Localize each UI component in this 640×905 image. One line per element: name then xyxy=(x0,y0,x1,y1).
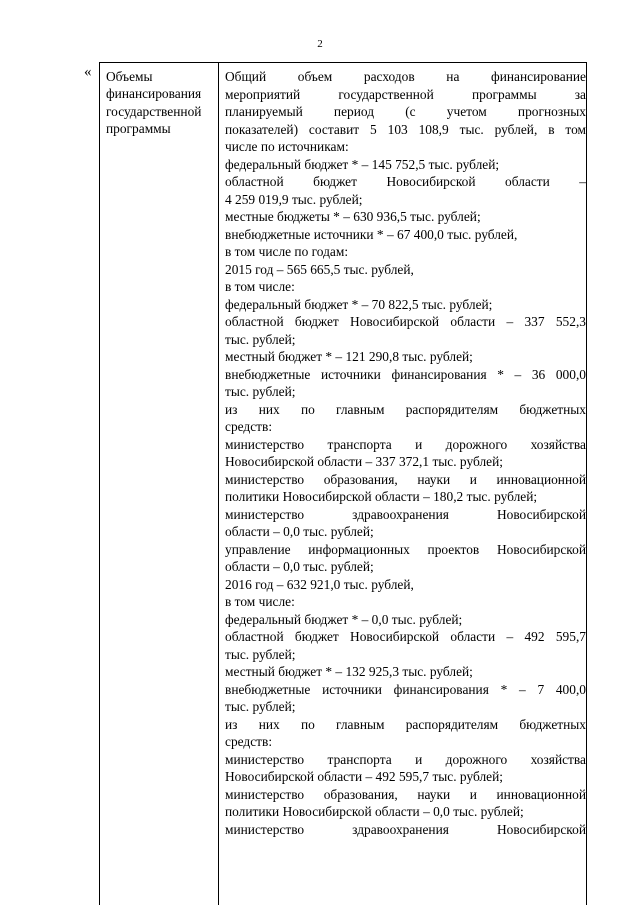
content-line: министерство транспорта и дорожного хозяйства xyxy=(225,751,586,767)
content-line: министерство образования, науки и инновационной xyxy=(225,471,586,487)
content-line: федеральный бюджет * – 145 752,5 тыс. рублей; xyxy=(225,156,500,172)
content-line: министерство транспорта и дорожного хозяйства xyxy=(225,436,586,452)
content-line: 4 259 019,9 тыс. рублей; xyxy=(225,191,363,207)
page-number: 2 xyxy=(317,38,323,50)
label-line: Объемы xyxy=(106,69,153,84)
content-line: 2015 год – 565 665,5 тыс. рублей, xyxy=(225,261,414,277)
content-line: Новосибирской области – 492 595,7 тыс. рублей; xyxy=(225,769,503,784)
content-line: министерство здравоохранения Новосибирской xyxy=(225,506,586,522)
content-line: планируемый период (с учетом прогнозных xyxy=(225,104,586,119)
content-line: в том числе: xyxy=(225,594,295,609)
content-line: средств: xyxy=(225,419,273,434)
content-line: 2016 год – 632 921,0 тыс. рублей, xyxy=(225,576,414,592)
content-line: областной бюджет Новосибирской области – 492 595,7 xyxy=(225,629,586,644)
content-line: местный бюджет * – 121 290,8 тыс. рублей; xyxy=(225,349,473,364)
content-line: федеральный бюджет * – 0,0 тыс. рублей; xyxy=(225,611,463,627)
content-line: Новосибирской области – 337 372,1 тыс. рублей; xyxy=(225,454,503,469)
content-line: тыс. рублей; xyxy=(225,646,296,662)
content-line: Общий объем расходов на финансирование xyxy=(225,69,586,84)
content-line: показателей) составит 5 103 108,9 тыс. рублей, в том xyxy=(225,121,586,137)
opening-quote-mark: « xyxy=(84,64,92,80)
label-cell xyxy=(106,68,216,138)
content-line: политики Новосибирской области – 180,2 тыс. рублей; xyxy=(225,489,538,504)
content-line: внебюджетные источники * – 67 400,0 тыс. рублей, xyxy=(225,226,518,242)
content-line: внебюджетные источники финансирования * – 36 000,0 xyxy=(225,366,586,382)
content-line: числе по источникам: xyxy=(225,139,349,154)
content-line: политики Новосибирской области – 0,0 тыс. рублей; xyxy=(225,804,524,819)
content-line: области – 0,0 тыс. рублей; xyxy=(225,524,374,539)
content-line: управление информационных проектов Новосибирской xyxy=(225,541,586,557)
content-line: областной бюджет Новосибирской области – xyxy=(225,174,586,189)
label-line: финансирования xyxy=(106,86,202,102)
content-line: областной бюджет Новосибирской области – 337 552,3 xyxy=(225,314,586,329)
column-divider xyxy=(218,63,219,905)
content-line: в том числе: xyxy=(225,279,295,294)
content-line: федеральный бюджет * – 70 822,5 тыс. рублей; xyxy=(225,296,493,312)
content-line: местные бюджеты * – 630 936,5 тыс. рублей; xyxy=(225,209,481,224)
content-line: тыс. рублей; xyxy=(225,331,296,347)
content-line: из них по главным распорядителям бюджетных xyxy=(225,401,586,417)
content-line: тыс. рублей; xyxy=(225,384,296,399)
content-line: тыс. рублей; xyxy=(225,699,296,714)
content-line: местный бюджет * – 132 925,3 тыс. рублей; xyxy=(225,664,473,679)
content-line: средств: xyxy=(225,734,273,749)
content-line: внебюджетные источники финансирования * – 7 400,0 xyxy=(225,681,586,697)
content-line: области – 0,0 тыс. рублей; xyxy=(225,559,374,574)
label-line: программы xyxy=(106,121,171,137)
passport-table xyxy=(99,62,587,905)
content-line: министерство здравоохранения Новосибирской xyxy=(225,821,586,837)
content-cell xyxy=(225,68,586,838)
content-line: министерство образования, науки и инновационной xyxy=(225,786,586,802)
content-line: в том числе по годам: xyxy=(225,244,349,259)
label-line: государственной xyxy=(106,103,202,119)
content-line: из них по главным распорядителям бюджетных xyxy=(225,716,586,732)
content-line: мероприятий государственной программы за xyxy=(225,86,586,102)
